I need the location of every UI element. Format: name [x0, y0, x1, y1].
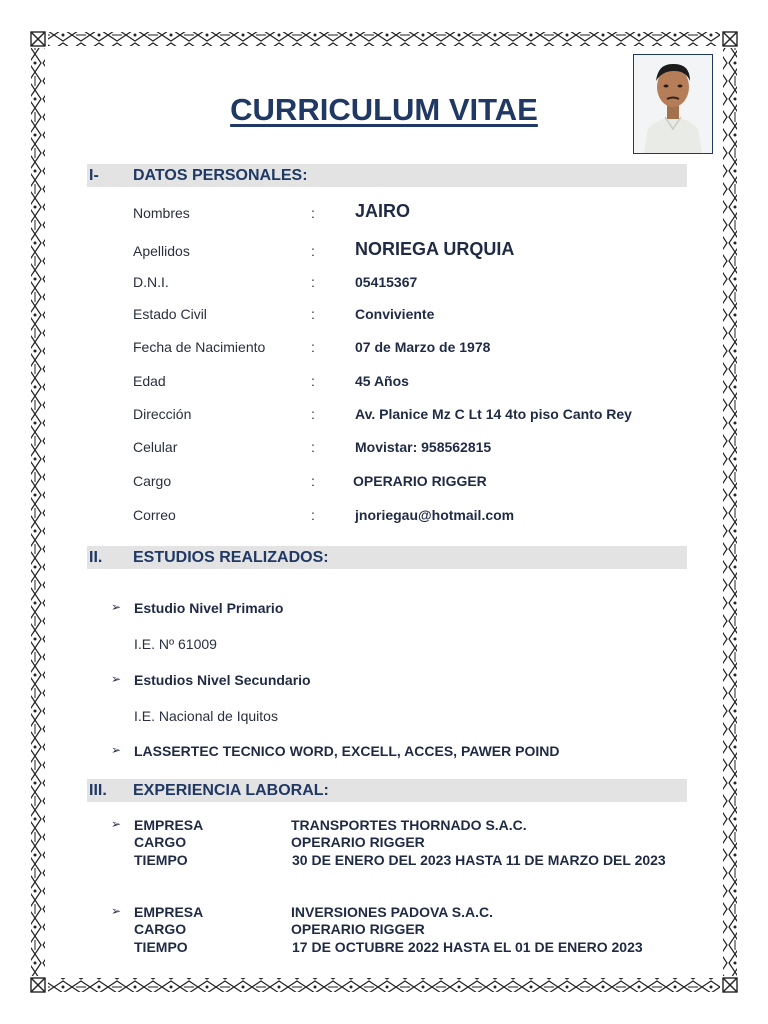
study-detail: I.E. Nº 61009 — [134, 636, 217, 652]
job-cargo-value: OPERARIO RIGGER — [291, 921, 425, 937]
bullet-arrow-icon: ➢ — [111, 672, 122, 686]
personal-row-correo — [133, 504, 693, 526]
personal-row-dni — [133, 271, 693, 293]
personal-row-nombres — [133, 202, 693, 224]
field-colon: : — [311, 339, 315, 355]
field-colon: : — [311, 473, 315, 489]
field-colon: : — [311, 274, 315, 290]
field-label: Fecha de Nacimiento — [133, 339, 266, 355]
field-label: Celular — [133, 439, 178, 455]
section-number: I- — [89, 167, 99, 184]
section-title: ESTUDIOS REALIZADOS: — [133, 549, 329, 566]
section-number: II. — [89, 549, 103, 566]
job-cargo-value: OPERARIO RIGGER — [291, 834, 425, 850]
field-label: Apellidos — [133, 243, 190, 259]
study-title: LASSERTEC TECNICO WORD, EXCELL, ACCES, PAWER POIND — [134, 743, 560, 759]
document-title: CURRICULUM VITAE — [230, 92, 538, 127]
section-title: EXPERIENCIA LABORAL: — [133, 782, 329, 799]
bullet-arrow-icon: ➢ — [111, 743, 122, 757]
field-value: jnoriegau@hotmail.com — [355, 507, 515, 523]
personal-row-fecha-nacimiento — [133, 336, 693, 358]
field-colon: : — [311, 507, 315, 523]
bullet-arrow-icon: ➢ — [111, 904, 122, 918]
personal-row-celular — [133, 436, 693, 458]
personal-row-apellidos — [133, 240, 693, 262]
field-label: Nombres — [133, 205, 190, 221]
field-colon: : — [311, 406, 315, 422]
field-value: JAIRO — [355, 201, 411, 221]
section-number: III. — [89, 782, 107, 799]
field-value: NORIEGA URQUIA — [355, 239, 515, 259]
field-colon: : — [311, 243, 315, 259]
job-cargo-label: CARGO — [134, 834, 187, 850]
field-value: 05415367 — [355, 274, 418, 290]
field-value: Conviviente — [355, 306, 435, 322]
field-value: 45 Años — [355, 373, 409, 389]
job-tiempo-value: 30 DE ENERO DEL 2023 HASTA 11 DE MARZO DEL 2023 — [292, 852, 666, 868]
job-tiempo-label: TIEMPO — [134, 939, 188, 955]
personal-row-estado-civil — [133, 303, 693, 325]
job-tiempo-label: TIEMPO — [134, 852, 188, 868]
job-empresa-value: INVERSIONES PADOVA S.A.C. — [291, 904, 493, 920]
study-detail: I.E. Nacional de Iquitos — [134, 708, 278, 724]
section-personal-header — [87, 164, 687, 187]
job-cargo-label: CARGO — [134, 921, 187, 937]
bullet-arrow-icon: ➢ — [111, 817, 122, 831]
job-empresa-label: EMPRESA — [134, 817, 204, 833]
field-label: Correo — [133, 507, 176, 523]
field-label: Cargo — [133, 473, 172, 489]
job-empresa-value: TRANSPORTES THORNADO S.A.C. — [291, 817, 527, 833]
field-label: Estado Civil — [133, 306, 207, 322]
job-empresa-label: EMPRESA — [134, 904, 204, 920]
personal-row-cargo — [133, 470, 693, 492]
field-colon: : — [311, 205, 315, 221]
study-title: Estudios Nivel Secundario — [134, 672, 311, 688]
study-title: Estudio Nivel Primario — [134, 600, 284, 616]
field-colon: : — [311, 439, 315, 455]
section-title: DATOS PERSONALES: — [133, 167, 308, 184]
field-value: Av. Planice Mz C Lt 14 4to piso Canto Rey — [355, 406, 632, 422]
personal-row-edad — [133, 370, 693, 392]
bullet-arrow-icon: ➢ — [111, 600, 122, 614]
section-studies-header — [87, 546, 687, 569]
profile-photo — [633, 54, 713, 154]
field-value: Movistar: 958562815 — [355, 439, 492, 455]
field-value: 07 de Marzo de 1978 — [355, 339, 491, 355]
field-colon: : — [311, 373, 315, 389]
field-label: D.N.I. — [133, 274, 169, 290]
field-colon: : — [311, 306, 315, 322]
job-tiempo-value: 17 DE OCTUBRE 2022 HASTA EL 01 DE ENERO 2023 — [292, 939, 643, 955]
section-experience-header — [87, 779, 687, 802]
field-value: OPERARIO RIGGER — [353, 473, 487, 489]
personal-row-direccion — [133, 403, 693, 425]
field-label: Edad — [133, 373, 166, 389]
field-label: Dirección — [133, 406, 192, 422]
